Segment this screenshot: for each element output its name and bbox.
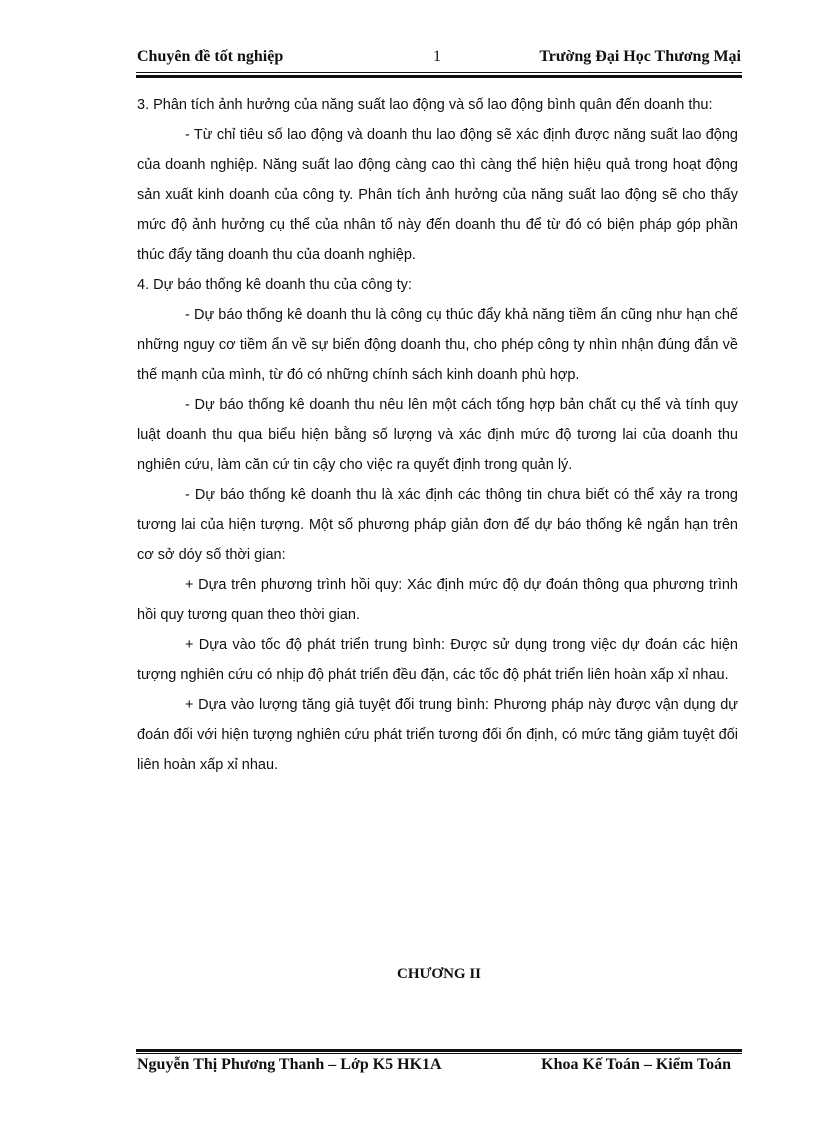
page-footer (137, 1056, 741, 1078)
paragraph: + Dựa vào tốc độ phát triển trung bình: Được sử dụng trong việc dự đoán các hiện tượng nghiên cứu có nhịp độ phát triển đều đặn, các tốc độ phát triển liên hoàn xấp xỉ nhau. (137, 637, 738, 683)
footer-rule-thick (136, 1049, 742, 1052)
header-university: Trường Đại Học Thương Mại (539, 48, 741, 65)
paragraph: + Dựa trên phương trình hồi quy: Xác định mức độ dự đoán thông qua phương trình hồi quy tương quan theo thời gian. (137, 577, 738, 623)
paragraph: - Từ chỉ tiêu số lao động và doanh thu lao động sẽ xác định được năng suất lao động của doanh nghiệp. Năng suất lao động càng cao thì càng thể hiện hiệu quả trong hoạt động sản xuất kinh doanh của công ty. Phân tích ảnh hưởng của năng suất lao động sẽ cho thấy mức độ ảnh hưởng cụ thể của nhân tố này đến doanh thu để từ đó có biện pháp góp phần thúc đẩy tăng doanh thu của doanh nghiệp. (137, 127, 738, 263)
paragraph: - Dự báo thống kê doanh thu nêu lên một cách tổng hợp bản chất cụ thể và tính quy luật doanh thu qua biểu hiện bằng số lượng và xác định mức độ tương lai của doanh thu nghiên cứu, làm căn cứ tin cậy cho việc ra quyết định trong quản lý. (137, 397, 738, 473)
paragraph: + Dựa vào lượng tăng giả tuyệt đối trung bình: Phương pháp này được vận dụng dự đoán đối với hiện tượng nghiên cứu phát triển tương đối ổn định, có mức tăng giảm tuyệt đối liên hoàn xấp xỉ nhau. (137, 697, 738, 773)
header-rule-thin (136, 72, 742, 73)
footer-author: Nguyễn Thị Phương Thanh – Lớp K5 HK1A (137, 1056, 442, 1073)
footer-rule-thin (136, 1053, 742, 1054)
page-number: 1 (433, 48, 441, 65)
header-document-type: Chuyên đề tốt nghiệp (137, 48, 284, 65)
chapter-title: CHƯƠNG II (396, 966, 482, 982)
document-body (137, 90, 738, 780)
page-header (137, 48, 741, 70)
paragraph: - Dự báo thống kê doanh thu là công cụ thúc đẩy khả năng tiềm ẩn cũng như hạn chế những nguy cơ tiềm ẩn về sự biến động doanh thu, cho phép công ty nhìn nhận đúng đắn về thế mạnh của mình, từ đó có những chính sách kinh doanh phù hợp. (137, 307, 738, 383)
header-rule-thick (136, 75, 742, 78)
section-heading-4: 4. Dự báo thống kê doanh thu của công ty: (137, 277, 412, 293)
footer-department: Khoa Kế Toán – Kiểm Toán (541, 1056, 731, 1073)
paragraph: - Dự báo thống kê doanh thu là xác định các thông tin chưa biết có thể xảy ra trong tương lai của hiện tượng. Một số phương pháp giản đơn để dự báo thống kê ngắn hạn trên cơ sở dóy số thời gian: (137, 487, 738, 563)
section-heading-3: 3. Phân tích ảnh hưởng của năng suất lao động và số lao động bình quân đến doanh thu: (137, 97, 713, 113)
